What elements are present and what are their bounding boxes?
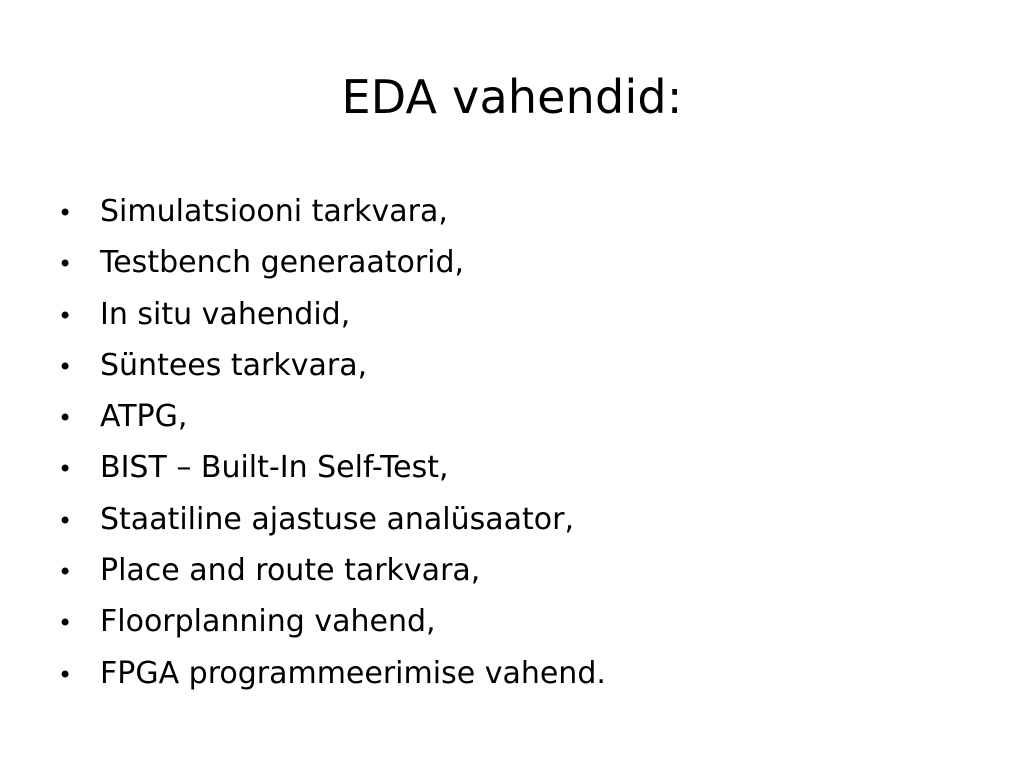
- list-item-text: In situ vahendid,: [100, 296, 351, 332]
- bullet-icon: •: [58, 506, 73, 535]
- list-item-text: Süntees tarkvara,: [100, 347, 368, 383]
- list-item: [58, 391, 606, 442]
- list-item: [58, 596, 606, 647]
- bullet-icon: •: [58, 455, 73, 484]
- bullet-icon: •: [58, 250, 73, 279]
- list-item-text: Simulatsiooni tarkvara,: [100, 194, 448, 229]
- bullet-icon: •: [58, 660, 73, 689]
- list-item: [58, 186, 606, 237]
- bullet-icon: •: [58, 301, 73, 330]
- list-item-text: Staatiline ajastuse analüsaator,: [100, 501, 574, 537]
- list-item-text: BIST – Built-In Self-Test,: [100, 450, 449, 486]
- list-item-text: Floorplanning vahend,: [100, 604, 436, 640]
- list-item: [58, 545, 606, 596]
- list-item: [58, 237, 606, 288]
- list-item: [58, 648, 606, 699]
- bullet-icon: •: [58, 352, 73, 381]
- bullet-icon: •: [58, 404, 73, 433]
- bullet-icon: •: [58, 558, 73, 587]
- bullet-icon: •: [58, 609, 73, 638]
- list-item: [58, 340, 606, 391]
- list-item-text: FPGA programmeerimise vahend.: [100, 655, 606, 691]
- list-item-text: Place and route tarkvara,: [100, 553, 481, 589]
- list-item-text: Testbench generaatorid,: [100, 245, 465, 281]
- bullet-list: [58, 186, 606, 699]
- slide-title: EDA vahendid:: [341, 70, 683, 124]
- list-item: [58, 442, 606, 493]
- list-item-text: ATPG,: [100, 399, 188, 435]
- list-item: [58, 289, 606, 340]
- bullet-icon: •: [58, 199, 73, 227]
- list-item: [58, 494, 606, 545]
